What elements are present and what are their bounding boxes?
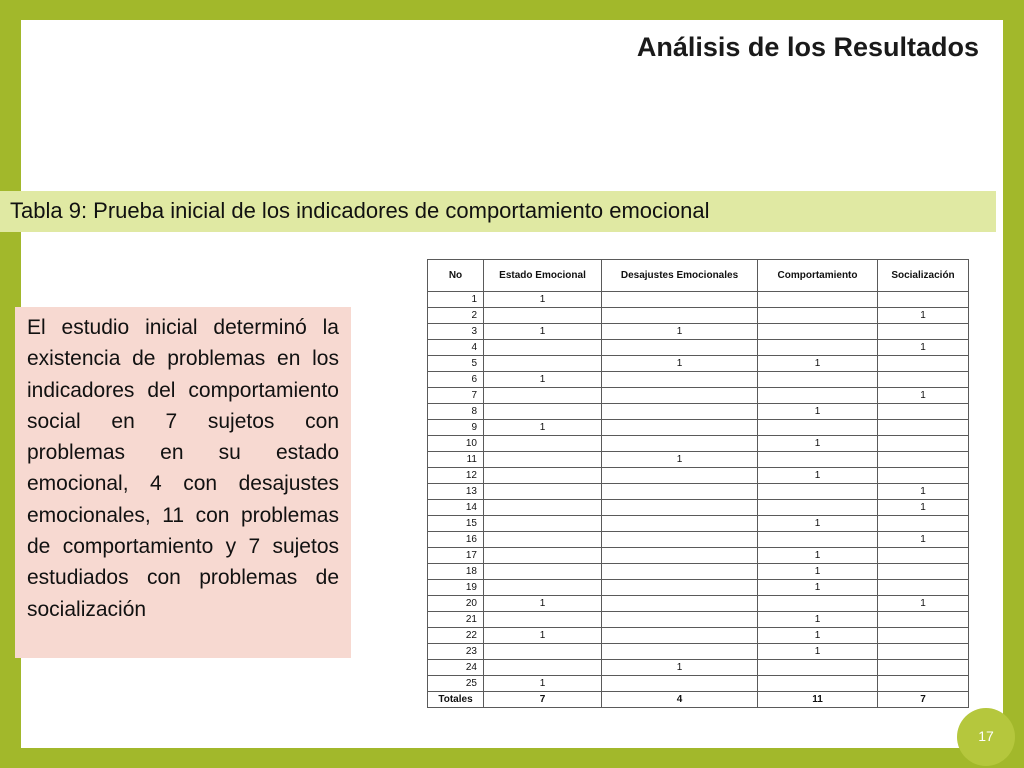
cell-comportamiento: 1 — [758, 644, 878, 660]
cell-desajustes-emocionales — [602, 340, 758, 356]
cell-socializacion — [878, 436, 969, 452]
table-row — [428, 452, 969, 468]
table-row — [428, 676, 969, 692]
cell-desajustes-emocionales — [602, 436, 758, 452]
cell-comportamiento: 1 — [758, 468, 878, 484]
cell-estado-emocional — [484, 468, 602, 484]
totals-row — [428, 692, 969, 708]
cell-socializacion — [878, 644, 969, 660]
table-row — [428, 308, 969, 324]
table-row — [428, 628, 969, 644]
cell-estado-emocional — [484, 452, 602, 468]
cell-desajustes-emocionales — [602, 548, 758, 564]
cell-comportamiento — [758, 452, 878, 468]
cell-comportamiento — [758, 388, 878, 404]
cell-no: 17 — [428, 548, 484, 564]
results-table — [427, 259, 969, 708]
cell-socializacion: 1 — [878, 340, 969, 356]
cell-comportamiento: 1 — [758, 404, 878, 420]
cell-comportamiento: 1 — [758, 516, 878, 532]
cell-desajustes-emocionales: 1 — [602, 452, 758, 468]
cell-comportamiento — [758, 676, 878, 692]
cell-estado-emocional — [484, 644, 602, 660]
cell-socializacion — [878, 292, 969, 308]
cell-estado-emocional: 1 — [484, 292, 602, 308]
table-row — [428, 356, 969, 372]
cell-no: 25 — [428, 676, 484, 692]
table-row — [428, 532, 969, 548]
table-body — [428, 292, 969, 692]
table-header-row — [428, 260, 969, 292]
cell-socializacion — [878, 660, 969, 676]
cell-estado-emocional: 1 — [484, 324, 602, 340]
cell-desajustes-emocionales — [602, 468, 758, 484]
cell-desajustes-emocionales — [602, 308, 758, 324]
cell-no: 21 — [428, 612, 484, 628]
cell-desajustes-emocionales — [602, 500, 758, 516]
cell-socializacion: 1 — [878, 308, 969, 324]
cell-no: 23 — [428, 644, 484, 660]
table-row — [428, 644, 969, 660]
cell-no: 20 — [428, 596, 484, 612]
cell-estado-emocional — [484, 516, 602, 532]
cell-estado-emocional — [484, 500, 602, 516]
header-estado-emocional: Estado Emocional — [484, 260, 602, 292]
header-no: No — [428, 260, 484, 292]
table-row — [428, 388, 969, 404]
cell-estado-emocional — [484, 308, 602, 324]
cell-estado-emocional — [484, 388, 602, 404]
cell-comportamiento — [758, 324, 878, 340]
table-row — [428, 516, 969, 532]
cell-desajustes-emocionales — [602, 372, 758, 388]
results-table-container — [427, 259, 969, 708]
cell-estado-emocional — [484, 436, 602, 452]
cell-socializacion — [878, 468, 969, 484]
cell-socializacion — [878, 516, 969, 532]
table-caption: Tabla 9: Prueba inicial de los indicadores de comportamiento emocional — [10, 198, 710, 223]
cell-desajustes-emocionales: 1 — [602, 356, 758, 372]
cell-comportamiento — [758, 500, 878, 516]
cell-socializacion — [878, 452, 969, 468]
table-row — [428, 404, 969, 420]
cell-comportamiento: 1 — [758, 628, 878, 644]
cell-socializacion: 1 — [878, 596, 969, 612]
table-row — [428, 372, 969, 388]
cell-desajustes-emocionales — [602, 404, 758, 420]
cell-estado-emocional — [484, 580, 602, 596]
table-row — [428, 292, 969, 308]
cell-desajustes-emocionales: 1 — [602, 660, 758, 676]
slide-title: Análisis de los Resultados — [636, 32, 979, 62]
table-row — [428, 564, 969, 580]
cell-estado-emocional: 1 — [484, 420, 602, 436]
table-row — [428, 420, 969, 436]
header-socializacion: Socialización — [878, 260, 969, 292]
cell-comportamiento: 1 — [758, 612, 878, 628]
totals-label: Totales — [428, 692, 484, 708]
table-row — [428, 500, 969, 516]
cell-estado-emocional: 1 — [484, 596, 602, 612]
total-socializacion: 7 — [878, 692, 969, 708]
cell-desajustes-emocionales — [602, 516, 758, 532]
cell-no: 13 — [428, 484, 484, 500]
cell-estado-emocional — [484, 356, 602, 372]
table-row — [428, 468, 969, 484]
cell-desajustes-emocionales — [602, 388, 758, 404]
table-row — [428, 340, 969, 356]
table-row — [428, 484, 969, 500]
cell-estado-emocional: 1 — [484, 676, 602, 692]
cell-no: 24 — [428, 660, 484, 676]
table-row — [428, 596, 969, 612]
table-row — [428, 660, 969, 676]
cell-desajustes-emocionales — [602, 292, 758, 308]
cell-no: 19 — [428, 580, 484, 596]
cell-no: 3 — [428, 324, 484, 340]
cell-comportamiento — [758, 484, 878, 500]
cell-no: 7 — [428, 388, 484, 404]
cell-socializacion: 1 — [878, 500, 969, 516]
total-comportamiento: 11 — [758, 692, 878, 708]
cell-estado-emocional — [484, 548, 602, 564]
cell-comportamiento: 1 — [758, 564, 878, 580]
cell-no: 11 — [428, 452, 484, 468]
cell-no: 10 — [428, 436, 484, 452]
cell-desajustes-emocionales — [602, 612, 758, 628]
cell-no: 18 — [428, 564, 484, 580]
cell-estado-emocional — [484, 660, 602, 676]
cell-desajustes-emocionales — [602, 420, 758, 436]
cell-socializacion — [878, 580, 969, 596]
cell-no: 6 — [428, 372, 484, 388]
cell-estado-emocional — [484, 404, 602, 420]
cell-comportamiento: 1 — [758, 356, 878, 372]
cell-no: 15 — [428, 516, 484, 532]
cell-desajustes-emocionales — [602, 564, 758, 580]
cell-no: 2 — [428, 308, 484, 324]
cell-comportamiento — [758, 308, 878, 324]
cell-socializacion — [878, 564, 969, 580]
total-estado-emocional: 7 — [484, 692, 602, 708]
cell-comportamiento: 1 — [758, 436, 878, 452]
header-comportamiento: Comportamiento — [758, 260, 878, 292]
total-desajustes-emocionales: 4 — [602, 692, 758, 708]
cell-socializacion — [878, 324, 969, 340]
summary-text: El estudio inicial determinó la existencia de problemas en los indicadores del comportamiento social en 7 sujetos con problemas en su estado emocional, 4 con desajustes emocionales, 11 con problemas de comportamiento y 7 sujetos estudiados con problemas de socialización — [27, 316, 339, 621]
cell-no: 8 — [428, 404, 484, 420]
cell-socializacion — [878, 628, 969, 644]
cell-desajustes-emocionales: 1 — [602, 324, 758, 340]
cell-estado-emocional — [484, 564, 602, 580]
table-row — [428, 580, 969, 596]
cell-comportamiento: 1 — [758, 548, 878, 564]
cell-socializacion — [878, 548, 969, 564]
cell-desajustes-emocionales — [602, 644, 758, 660]
cell-comportamiento — [758, 340, 878, 356]
summary-textbox — [15, 307, 351, 658]
cell-socializacion — [878, 676, 969, 692]
cell-estado-emocional — [484, 340, 602, 356]
cell-comportamiento — [758, 532, 878, 548]
cell-socializacion — [878, 356, 969, 372]
cell-no: 22 — [428, 628, 484, 644]
cell-comportamiento — [758, 596, 878, 612]
cell-comportamiento — [758, 660, 878, 676]
page-number-badge: 17 — [957, 708, 1015, 766]
cell-socializacion: 1 — [878, 532, 969, 548]
cell-estado-emocional: 1 — [484, 372, 602, 388]
cell-comportamiento — [758, 372, 878, 388]
table-row — [428, 612, 969, 628]
cell-comportamiento: 1 — [758, 580, 878, 596]
cell-desajustes-emocionales — [602, 484, 758, 500]
cell-socializacion: 1 — [878, 484, 969, 500]
cell-desajustes-emocionales — [602, 532, 758, 548]
cell-socializacion: 1 — [878, 388, 969, 404]
cell-estado-emocional: 1 — [484, 628, 602, 644]
table-row — [428, 324, 969, 340]
cell-comportamiento — [758, 292, 878, 308]
cell-no: 14 — [428, 500, 484, 516]
cell-no: 1 — [428, 292, 484, 308]
cell-no: 12 — [428, 468, 484, 484]
table-row — [428, 436, 969, 452]
cell-socializacion — [878, 372, 969, 388]
cell-no: 5 — [428, 356, 484, 372]
table-row — [428, 548, 969, 564]
cell-desajustes-emocionales — [602, 628, 758, 644]
cell-desajustes-emocionales — [602, 580, 758, 596]
cell-estado-emocional — [484, 612, 602, 628]
cell-socializacion — [878, 612, 969, 628]
cell-comportamiento — [758, 420, 878, 436]
cell-no: 9 — [428, 420, 484, 436]
cell-socializacion — [878, 420, 969, 436]
cell-no: 16 — [428, 532, 484, 548]
cell-desajustes-emocionales — [602, 676, 758, 692]
cell-socializacion — [878, 404, 969, 420]
cell-no: 4 — [428, 340, 484, 356]
header-desajustes-emocionales: Desajustes Emocionales — [602, 260, 758, 292]
cell-estado-emocional — [484, 484, 602, 500]
cell-desajustes-emocionales — [602, 596, 758, 612]
cell-estado-emocional — [484, 532, 602, 548]
